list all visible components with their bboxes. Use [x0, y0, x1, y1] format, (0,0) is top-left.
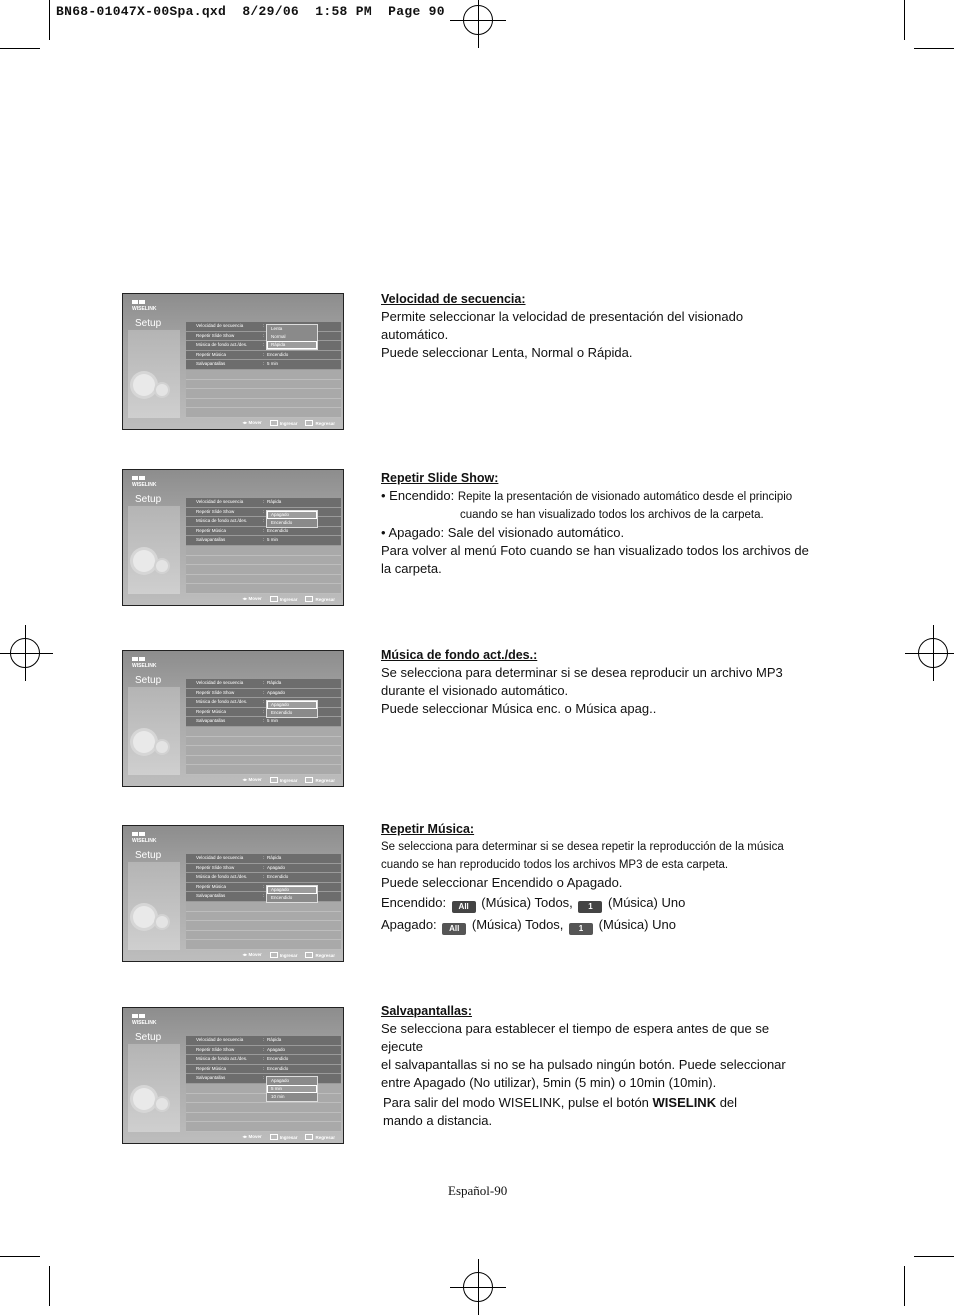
- section-text: Para volver al menú Foto cuando se han visualizado todos los archivos de: [381, 543, 809, 558]
- screen-footer: [243, 596, 335, 602]
- menu-row[interactable]: Repetir Música :: [186, 708, 341, 718]
- menu-row[interactable]: Repetir Slide Show : Apagado: [186, 689, 341, 699]
- menu-value: Rápida: [267, 499, 282, 504]
- bullet-label: • Encendido:: [381, 488, 458, 503]
- menu-row[interactable]: Repetir Música : Encendido: [186, 351, 341, 361]
- menu-label: Música de fondo act./des.: [196, 874, 248, 880]
- screen-footer: [243, 420, 335, 426]
- menu-label: Salvapantallas: [196, 718, 226, 724]
- bullet-on: [381, 487, 811, 506]
- popup-option[interactable]: Apagado: [267, 701, 317, 709]
- section-title: Repetir Música:: [381, 822, 475, 836]
- menu-row-empty: [186, 556, 341, 566]
- section-salvapantallas: [381, 1002, 811, 1092]
- crop-mark: [49, 0, 50, 40]
- popup-option[interactable]: 5 min: [267, 1085, 317, 1093]
- popup-option[interactable]: Apagado: [267, 886, 317, 894]
- menu-row[interactable]: Repetir Música :: [186, 883, 341, 893]
- menu-row[interactable]: Música de fondo act./des. :: [186, 517, 341, 527]
- section-velocidad: [381, 290, 811, 362]
- crop-mark: [0, 1256, 40, 1257]
- one-text: (Música) Uno: [595, 917, 676, 932]
- crop-mark: [904, 0, 905, 40]
- section-repetir-musica: [381, 820, 811, 935]
- menu-row[interactable]: Velocidad de secuencia : Rápida: [186, 854, 341, 864]
- menu-row-empty: [186, 546, 341, 556]
- setup-menu: [186, 679, 341, 775]
- menu-row[interactable]: Repetir Slide Show : Apagado: [186, 864, 341, 874]
- menu-row[interactable]: Velocidad de secuencia : Rápida: [186, 498, 341, 508]
- menu-row-empty: [186, 921, 341, 931]
- section-text: la carpeta.: [381, 561, 442, 576]
- repeat-off-line: [381, 916, 811, 935]
- enter-hint: Ingresar: [270, 952, 298, 958]
- menu-row-empty: [186, 912, 341, 922]
- all-text: (Música) Todos,: [477, 895, 577, 910]
- section-title: Salvapantallas:: [381, 1004, 473, 1018]
- popup-option[interactable]: Encendido: [271, 519, 293, 525]
- menu-row[interactable]: Repetir Música : Encendido: [186, 527, 341, 537]
- setup-screen-2: [122, 469, 344, 606]
- menu-label: Música de fondo act./des.: [196, 699, 248, 705]
- section-text: el salvapantallas si no se ha pulsado ningún botón. Puede seleccionar: [381, 1057, 786, 1072]
- gear-icon: [133, 374, 155, 396]
- menu-row[interactable]: Música de fondo act./des. :: [186, 698, 341, 708]
- section-text: entre Apagado (No utilizar), 5min (5 min) o 10min (10min).: [381, 1075, 717, 1090]
- section-text: Puede seleccionar Música enc. o Música apag..: [381, 701, 657, 716]
- menu-row[interactable]: Repetir Slide Show : Apagado: [186, 1046, 341, 1056]
- closing-bold: WISELINK: [652, 1095, 717, 1110]
- menu-row-empty: [186, 389, 341, 399]
- page-number: Español-90: [448, 1183, 508, 1198]
- gear-icon: [156, 1098, 168, 1110]
- wiselink-logo: WISELINK: [132, 300, 156, 312]
- menu-row[interactable]: Salvapantallas : 5 min: [186, 536, 341, 546]
- menu-value: Apagado: [267, 689, 286, 695]
- section-title: Velocidad de secuencia:: [381, 292, 526, 306]
- wiselink-logo: WISELINK: [132, 832, 156, 844]
- menu-label: Repetir Música: [196, 351, 227, 357]
- menu-row-empty: [186, 1122, 341, 1132]
- print-slug: BN68-01047X-00Spa.qxd 8/29/06 1:58 PM Page 90: [56, 4, 445, 19]
- menu-row-empty: [186, 737, 341, 747]
- registration-mark-bottom: [463, 1272, 493, 1302]
- menu-label: Repetir Música: [196, 883, 227, 889]
- menu-row-empty: [186, 1113, 341, 1123]
- crop-mark: [914, 48, 954, 49]
- crop-mark: [49, 1266, 50, 1306]
- registration-mark-top: [463, 5, 493, 35]
- bullet-text: Repite la presentación de visionado automático desde el principio: [457, 491, 793, 503]
- return-hint: Regresar: [305, 952, 335, 958]
- menu-label: Salvapantallas: [196, 361, 226, 367]
- menu-row[interactable]: Repetir Slide Show :: [186, 332, 341, 342]
- menu-row[interactable]: Música de fondo act./des. : Encendido: [186, 1055, 341, 1065]
- gear-icon: [156, 384, 168, 396]
- menu-value: Encendido: [267, 1065, 289, 1071]
- bullet-text-continued: cuando se han visualizado todos los archivos de la carpeta.: [460, 509, 764, 521]
- enter-hint: Ingresar: [270, 596, 298, 602]
- enter-hint: Ingresar: [270, 420, 298, 426]
- option-popup[interactable]: [266, 1076, 318, 1102]
- menu-label: Repetir Slide Show: [196, 1046, 235, 1052]
- screen-footer: [243, 1134, 335, 1140]
- menu-row-empty: [186, 756, 341, 766]
- gear-icon: [156, 916, 168, 928]
- setup-title: Setup: [135, 1032, 162, 1043]
- setup-side-panel: [128, 330, 180, 418]
- setup-side-panel: [128, 862, 180, 950]
- section-title: Repetir Slide Show:: [381, 471, 499, 485]
- registration-mark-right: [918, 638, 948, 668]
- wiselink-logo: WISELINK: [132, 1014, 156, 1026]
- move-hint: ◂▸ Mover: [242, 777, 262, 782]
- menu-row-empty: [186, 575, 341, 585]
- menu-label: Repetir Slide Show: [196, 332, 235, 338]
- popup-option[interactable]: Normal: [271, 334, 286, 339]
- section-text: durante el visionado automático.: [381, 683, 569, 698]
- wiselink-logo: WISELINK: [132, 657, 156, 669]
- menu-value: Encendido: [267, 874, 289, 880]
- menu-row-empty: [186, 940, 341, 950]
- menu-value: Encendido: [267, 527, 289, 533]
- gear-icon: [133, 1088, 155, 1110]
- menu-row[interactable]: Repetir Música : Encendido: [186, 1065, 341, 1075]
- menu-label: Repetir Slide Show: [196, 689, 235, 695]
- menu-value: 5 min: [267, 361, 279, 367]
- repeat-one-icon: 1: [578, 901, 602, 913]
- setup-side-panel: [128, 1044, 180, 1132]
- menu-label: Repetir Música: [196, 527, 227, 533]
- section-text: Se selecciona para determinar si se desea repetir la reproducción de la música: [381, 841, 784, 853]
- section-text: Permite seleccionar la velocidad de presentación del visionado automático.: [381, 309, 744, 342]
- section-text: Puede seleccionar Encendido o Apagado.: [381, 875, 623, 890]
- wiselink-logo: WISELINK: [132, 476, 156, 488]
- screen-footer: [243, 777, 335, 783]
- setup-title: Setup: [135, 850, 162, 861]
- menu-row-empty: [186, 408, 341, 418]
- crop-mark: [914, 1256, 954, 1257]
- setup-side-panel: [128, 506, 180, 594]
- menu-row[interactable]: Salvapantallas :: [186, 1074, 341, 1084]
- gear-icon: [156, 741, 168, 753]
- menu-label: Velocidad de secuencia: [196, 855, 244, 860]
- menu-row-empty: [186, 902, 341, 912]
- popup-option[interactable]: Rápida: [267, 341, 317, 349]
- closing-text: del: [716, 1095, 738, 1110]
- menu-label: Velocidad de secuencia: [196, 1037, 244, 1042]
- popup-option[interactable]: Apagado: [267, 511, 317, 519]
- closing-text-2: mando a distancia.: [383, 1113, 493, 1128]
- menu-row-empty: [186, 370, 341, 380]
- menu-label: Repetir Slide Show: [196, 508, 235, 514]
- option-popup[interactable]: [266, 700, 318, 718]
- option-popup[interactable]: [266, 510, 318, 528]
- return-hint: Regresar: [305, 1134, 335, 1140]
- menu-label: Salvapantallas: [196, 893, 226, 899]
- popup-option[interactable]: Encendido: [271, 710, 293, 716]
- menu-label: Velocidad de secuencia: [196, 499, 244, 504]
- setup-screen-1: [122, 293, 344, 430]
- closing-note: [383, 1094, 783, 1130]
- section-text: Se selecciona para determinar si se desea reproducir un archivo MP3: [381, 665, 783, 680]
- setup-title: Setup: [135, 318, 162, 329]
- setup-screen-4: [122, 825, 344, 962]
- menu-label: Salvapantallas: [196, 537, 226, 543]
- section-text: cuando se han reproducido todos los archivos MP3 de esta carpeta.: [381, 859, 729, 871]
- menu-value: Rápida: [267, 1037, 282, 1042]
- repeat-all-icon: All: [452, 901, 476, 913]
- closing-text: Para salir del modo WISELINK, pulse el botón: [383, 1095, 653, 1110]
- no-repeat-all-icon: All: [442, 923, 466, 935]
- gear-icon: [133, 731, 155, 753]
- crop-mark: [0, 48, 40, 49]
- popup-option[interactable]: Apagado: [271, 1078, 290, 1084]
- menu-value: Apagado: [267, 1046, 286, 1052]
- menu-row[interactable]: Música de fondo act./des. :: [186, 341, 341, 351]
- menu-value: 5 min: [267, 537, 279, 543]
- menu-label: Salvapantallas: [196, 1075, 226, 1081]
- return-hint: Regresar: [305, 777, 335, 783]
- menu-label: Repetir Slide Show: [196, 864, 235, 870]
- menu-row[interactable]: Velocidad de secuencia : Rápida: [186, 679, 341, 689]
- setup-title: Setup: [135, 494, 162, 505]
- gear-icon: [133, 550, 155, 572]
- off-label: Apagado:: [381, 917, 441, 932]
- no-repeat-one-icon: 1: [569, 923, 593, 935]
- bullet-off: • Apagado: Sale del visionado automático.: [381, 525, 625, 540]
- setup-title: Setup: [135, 675, 162, 686]
- menu-label: Repetir Música: [196, 708, 227, 714]
- popup-option[interactable]: Encendido: [271, 894, 293, 900]
- menu-row[interactable]: Salvapantallas :: [186, 892, 341, 902]
- gear-icon: [156, 560, 168, 572]
- menu-value: Rápida: [267, 680, 282, 685]
- option-popup[interactable]: [266, 885, 318, 903]
- crop-mark: [904, 1266, 905, 1306]
- menu-row-empty: [186, 746, 341, 756]
- registration-mark-left: [10, 638, 40, 668]
- gear-icon: [133, 906, 155, 928]
- menu-label: Música de fondo act./des.: [196, 342, 248, 348]
- menu-row[interactable]: Velocidad de secuencia :: [186, 322, 341, 332]
- return-hint: Regresar: [305, 420, 335, 426]
- section-text: Se selecciona para establecer el tiempo de espera antes de que se ejecute: [381, 1021, 770, 1054]
- setup-side-panel: [128, 687, 180, 775]
- section-musica-fondo: [381, 646, 811, 718]
- menu-value: Rápida: [267, 855, 282, 860]
- on-label: Encendido:: [381, 895, 450, 910]
- menu-row-empty: [186, 565, 341, 575]
- option-popup[interactable]: [266, 324, 318, 350]
- menu-row-empty: [186, 931, 341, 941]
- menu-row-empty: [186, 380, 341, 390]
- enter-hint: Ingresar: [270, 777, 298, 783]
- menu-label: Velocidad de secuencia: [196, 680, 244, 685]
- return-hint: Regresar: [305, 596, 335, 602]
- one-text: (Música) Uno: [604, 895, 686, 910]
- menu-label: Repetir Música: [196, 1065, 227, 1071]
- menu-value: Apagado: [267, 864, 286, 870]
- menu-label: Música de fondo act./des.: [196, 1056, 248, 1062]
- setup-screen-3: [122, 650, 344, 787]
- screen-footer: [243, 952, 335, 958]
- enter-hint: Ingresar: [270, 1134, 298, 1140]
- move-hint: ◂▸ Mover: [242, 952, 262, 957]
- menu-row[interactable]: Salvapantallas : 5 min: [186, 717, 341, 727]
- section-title: Música de fondo act./des.:: [381, 648, 538, 662]
- section-text: Puede seleccionar Lenta, Normal o Rápida.: [381, 345, 633, 360]
- repeat-on-line: [381, 894, 811, 913]
- setup-screen-5: [122, 1007, 344, 1144]
- popup-option[interactable]: 10 min: [271, 1094, 285, 1100]
- move-hint: ◂▸ Mover: [242, 420, 262, 425]
- move-hint: ◂▸ Mover: [242, 596, 262, 601]
- menu-row-empty: [186, 584, 341, 594]
- menu-row-empty: [186, 1103, 341, 1113]
- menu-row-empty: [186, 399, 341, 409]
- menu-row[interactable]: Repetir Slide Show :: [186, 508, 341, 518]
- menu-value: 5 min: [267, 718, 279, 724]
- menu-row[interactable]: Salvapantallas : 5 min: [186, 360, 341, 370]
- menu-row[interactable]: Velocidad de secuencia : Rápida: [186, 1036, 341, 1046]
- popup-option[interactable]: Lenta: [271, 326, 283, 331]
- menu-value: Encendido: [267, 1056, 289, 1062]
- menu-label: Velocidad de secuencia: [196, 323, 244, 328]
- all-text: (Música) Todos,: [468, 917, 568, 932]
- move-hint: ◂▸ Mover: [242, 1134, 262, 1139]
- menu-row-empty: [186, 727, 341, 737]
- section-repetir-slide: [381, 469, 811, 578]
- menu-label: Música de fondo act./des.: [196, 518, 248, 524]
- menu-row-empty: [186, 765, 341, 775]
- menu-value: Encendido: [267, 351, 289, 357]
- menu-row[interactable]: Música de fondo act./des. : Encendido: [186, 873, 341, 883]
